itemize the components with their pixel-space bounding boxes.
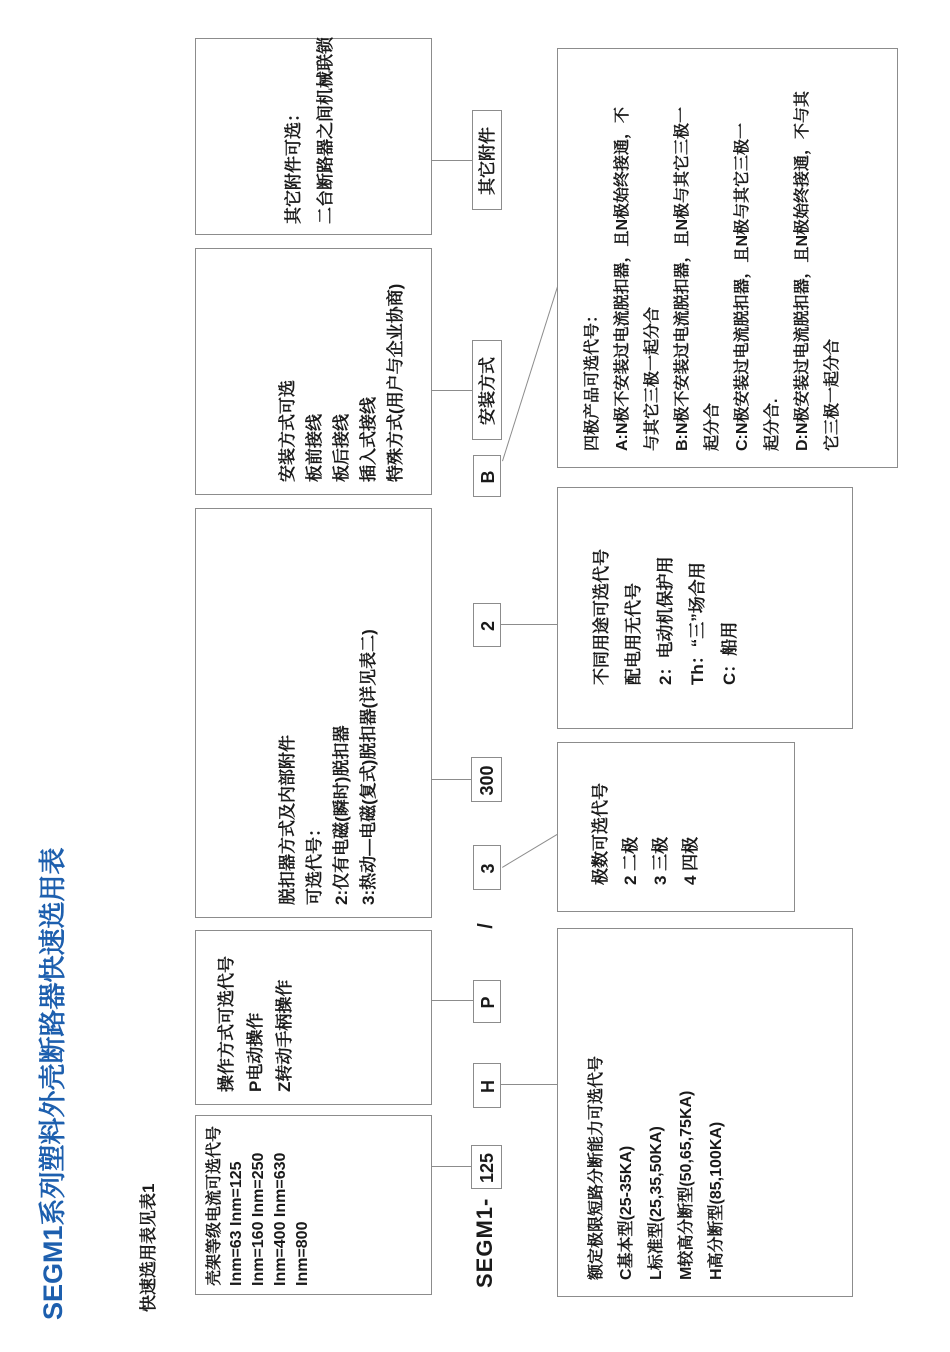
box-line: C：船用: [720, 621, 739, 685]
frame-current-box: [195, 1115, 432, 1295]
operation-box: [195, 930, 432, 1105]
mounting-tag-text: 安装方式: [478, 357, 497, 425]
box-line: 其它附件可选：: [284, 105, 303, 224]
box-line: 二台断路器之间机械联锁: [316, 37, 335, 224]
box-line: 安装方式可选: [278, 380, 297, 482]
code-b: [473, 455, 501, 497]
code-300: [471, 757, 502, 802]
pole-number-box: [557, 742, 795, 912]
box-line: 它三极一起分合: [824, 338, 841, 451]
box-line: 2 二极: [621, 836, 640, 885]
connector-line: [432, 779, 471, 780]
box-line: 板后接线: [332, 414, 351, 482]
connector-line: [432, 160, 472, 161]
box-line: A:N极不安装过电流脱扣器，且N极始终接通，不: [614, 107, 631, 451]
mounting-tag: [472, 340, 502, 440]
box-line: 插入式接线: [359, 397, 378, 482]
box-line: 极数可选代号: [591, 783, 610, 885]
code-125: [471, 1145, 502, 1189]
usage-codes-box: [557, 487, 853, 729]
box-line: Inm=63 Inm=125: [228, 1161, 245, 1286]
code-p-text: P: [478, 996, 498, 1009]
box-line: 起分合: [704, 402, 721, 451]
box-line: C:N极安装过电流脱扣器，且N极与其它三极一: [734, 123, 751, 451]
code-b-text: B: [478, 470, 498, 484]
box-line: 3 三极: [651, 836, 670, 885]
connector-line: [502, 286, 558, 461]
code-3: [473, 845, 501, 890]
code-2-text: 2: [478, 621, 498, 632]
box-line: 脱扣器方式及内部附件: [278, 735, 297, 905]
code-separator-text: /: [475, 923, 497, 929]
box-line: 配电用无代号: [624, 583, 643, 685]
code-125-text: 125: [477, 1152, 497, 1184]
box-line: Inm=800: [294, 1221, 311, 1286]
code-3-text: 3: [478, 863, 498, 874]
box-line: 板前接线: [305, 414, 324, 482]
model-prefix: [465, 1190, 505, 1288]
box-line: C基本型(25-35KA): [618, 1145, 635, 1280]
page-subtitle-text: 快速选用表见表1: [139, 1183, 158, 1312]
code-separator: [470, 908, 502, 944]
connector-line: [501, 1084, 557, 1085]
four-pole-codes-box: [557, 48, 898, 468]
trip-unit-box: [195, 508, 432, 918]
code-h: [473, 1063, 501, 1108]
box-line: 3:热动—电磁(复式)脱扣器(详见表二): [359, 629, 378, 905]
accessories-tag-text: 其它附件: [478, 127, 497, 195]
connector-line: [432, 1166, 471, 1167]
box-line: 起分合.: [764, 398, 781, 451]
box-line: 4 四极: [681, 836, 700, 885]
code-h-text: H: [478, 1080, 498, 1093]
breaking-capacity-box: [557, 928, 853, 1297]
accessories-tag: [472, 110, 502, 210]
model-prefix-text: SEGM1-: [472, 1197, 497, 1288]
box-line: 特殊方式(用户与企业协商): [386, 283, 405, 482]
box-line: L标准型(25,35,50KA): [648, 1126, 665, 1280]
box-line: 操作方式可选代号: [217, 956, 236, 1092]
box-line: H高分断型(85,100KA): [708, 1121, 725, 1280]
connector-line: [432, 390, 472, 391]
page-title-text: SEGM1系列塑料外壳断路器快速选用表: [38, 847, 68, 1320]
other-accessories-box: [195, 38, 432, 235]
code-p: [473, 980, 501, 1023]
box-line: B:N极不安装过电流脱扣器，且N极与其它三极一: [674, 107, 691, 451]
page-subtitle: [134, 1146, 164, 1312]
box-line: Th：“三”场合用: [688, 562, 707, 685]
box-line: 可选代号：: [305, 820, 324, 905]
box-line: P电动操作: [246, 1012, 265, 1092]
connector-line: [502, 834, 557, 868]
box-line: Inm=160 Inm=250: [250, 1152, 267, 1286]
code-2: [473, 603, 501, 647]
box-line: 2:仅有电磁(瞬时)脱扣器: [332, 725, 351, 905]
connector-line: [432, 1000, 473, 1001]
connector-line: [501, 624, 557, 625]
mounting-box: [195, 248, 432, 495]
code-300-text: 300: [477, 765, 497, 796]
box-line: M较高分断型(50,65,75KA): [678, 1090, 695, 1280]
box-line: D:N极安装过电流脱扣器，且N极始终接通，不与其: [794, 91, 811, 451]
box-line: Z转动手柄操作: [275, 979, 294, 1092]
box-line: 与其它三极一起分合: [644, 306, 661, 451]
box-line: 四极产品可选代号：: [584, 306, 601, 451]
box-line: Inm=400 Inm=630: [272, 1152, 289, 1286]
box-line: 壳架等级电流可选代号: [206, 1125, 223, 1286]
box-line: 额定极限短路分断能力可选代号: [588, 1055, 605, 1280]
box-line: 不同用途可选代号: [592, 549, 611, 685]
box-line: 2：电动机保护用: [656, 556, 675, 685]
page-title: [26, 847, 80, 1320]
